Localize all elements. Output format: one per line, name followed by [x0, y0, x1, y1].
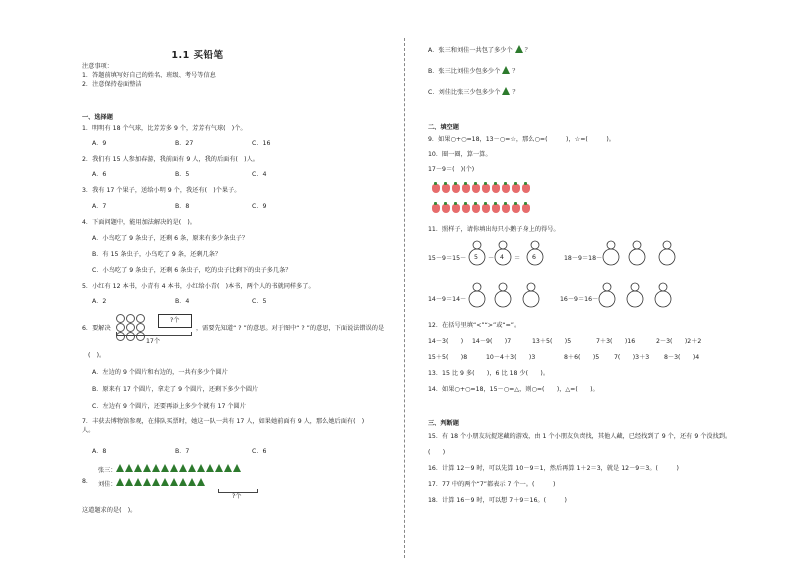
q7-option-c: C．6: [252, 448, 267, 455]
q11a-n1: 5: [474, 254, 478, 261]
strawberry-icon: [502, 204, 510, 213]
circle-icon: [136, 314, 145, 323]
strawberry-icon: [432, 184, 440, 193]
q18-text: 18．计算 16－9 时，可以想 7＋9＝16。( ): [428, 497, 567, 504]
q2-text: 2．我们有 15 人参加春游，我前面有 9 人，我的后面有( )人。: [82, 156, 259, 163]
zongzi-icon: [206, 464, 214, 472]
zongzi-icon: [143, 478, 151, 486]
goose-icon: [598, 282, 616, 308]
q11d-eq: 16－9＝16－: [560, 296, 599, 303]
strawberry-icon: [472, 204, 480, 213]
q3-option-b: B．8: [175, 203, 190, 210]
q11-text: 11．照样子，请你填出每只小鹅子身上的得号。: [428, 226, 560, 233]
zongzi-icon: [179, 464, 187, 472]
q8-zhang-label: 张三：: [98, 467, 117, 474]
goose-icon: [526, 240, 544, 266]
strawberry-icon: [522, 204, 530, 213]
q12-r1-4: 7＋3( )16: [596, 338, 636, 345]
q11a-n3: 6: [532, 254, 536, 261]
circle-icon: [116, 314, 125, 323]
zongzi-icon: [134, 464, 142, 472]
goose-icon: [494, 240, 512, 266]
zongzi-icon: [188, 464, 196, 472]
q3-text: 3．我有 17 个果子，送给小明 9 个，我还有( )个果子。: [82, 187, 241, 194]
zongzi-icon: [170, 464, 178, 472]
zongzi-icon: [125, 478, 133, 486]
q17-text: 17．77 中的两个“7”都表示 7 个一。( ): [428, 481, 556, 488]
q8-option-a: A．张三和刘佳一共包了多少个 ？: [428, 47, 531, 54]
q7-text-cont: 人。: [82, 427, 95, 434]
goose-icon: [628, 240, 646, 266]
q6-box-label: ?个: [170, 317, 180, 324]
q11b-eq: 18－9＝18－: [564, 255, 603, 262]
goose-icon: [494, 282, 512, 308]
q8-question: ?个: [232, 493, 242, 500]
q5-option-b: B．4: [175, 298, 190, 305]
goose-icon: [658, 240, 676, 266]
goose-icon: [602, 240, 620, 266]
q7-option-a: A．8: [92, 448, 107, 455]
q11a-eq: 15－9＝15－: [428, 255, 467, 262]
circle-icon: [126, 323, 135, 332]
zongzi-icon: [134, 478, 142, 486]
q1-option-c: C．16: [252, 140, 271, 147]
q1-option-b: B．27: [175, 140, 194, 147]
strawberry-icon: [442, 184, 450, 193]
strawberry-icon: [512, 184, 520, 193]
notice-item-2: 2．注意保持卷面整洁: [82, 81, 142, 88]
q2-option-a: A．6: [92, 171, 107, 178]
strawberry-icon: [492, 204, 500, 213]
q7-text: 7．丰获去博物馆参观，在排队买票时，她这一队一共有 17 人，如果她前面有 9 人，那么她后面有( ): [82, 418, 365, 425]
zongzi-icon: [161, 464, 169, 472]
q4-option-c: C．小鸟吃了 9 条虫子，还剩 6 条虫子，吃的虫子比剩下的虫子多几条？: [92, 267, 292, 274]
section-1-heading: 一、选择题: [82, 114, 113, 121]
q13-text: 13．15 比 9 多( )，6 比 18 少( )。: [428, 370, 550, 377]
q2-option-b: B．5: [175, 171, 190, 178]
zongzi-icon: [179, 478, 187, 486]
q12-r1-5: 2－3( )2＋2: [656, 338, 702, 345]
zongzi-icon: [502, 66, 510, 74]
q6-option-c: C．左边有 9 个圆片，还要再添上多少个就有 17 个圆片: [92, 403, 246, 410]
column-divider: [404, 38, 405, 558]
strawberry-icon: [472, 184, 480, 193]
q6-option-a: A．左边的 9 个圆片和右边的，一共有多少个圆片: [92, 369, 228, 376]
zongzi-icon: [515, 45, 523, 53]
zongzi-icon: [152, 464, 160, 472]
notice-item-1: 1．答题前填写好自己的姓名、班级、考号等信息: [82, 72, 216, 79]
q10-row-2: [432, 204, 532, 213]
zongzi-icon: [170, 478, 178, 486]
goose-icon: [522, 282, 540, 308]
q12-r2-2: 10－4＋3( )3: [486, 354, 536, 361]
q4-option-a: A．小鸟吃了 9 条虫子，还剩 6 条，原来有多少条虫子？: [92, 235, 249, 242]
strawberry-icon: [462, 204, 470, 213]
q8-ask: 这道题求的是( )。: [82, 507, 137, 514]
q6-count: 17个: [146, 338, 161, 345]
minus-sign: －: [488, 255, 495, 262]
goose-icon: [468, 240, 486, 266]
strawberry-icon: [432, 204, 440, 213]
q8-option-c: C．刘佳比张三少包多少个 ？: [428, 89, 519, 96]
q10-text: 10．圈一圈，算一算。: [428, 151, 492, 158]
q7-option-b: B．7: [175, 448, 190, 455]
zongzi-icon: [197, 464, 205, 472]
q15-text: 15．有 18 个小朋友玩捉迷藏的游戏，由 1 个小朋友负责找，其他人藏，已经找到了 9 个，还有 9 个没找到。: [428, 433, 732, 440]
strawberry-icon: [452, 204, 460, 213]
q4-text: 4．下面问题中，能用加法解决的是( )。: [82, 219, 196, 226]
q8-liu-row: [116, 478, 206, 486]
strawberry-icon: [452, 184, 460, 193]
q12-r2-5: 8－3( )4: [664, 354, 700, 361]
equals-sign: ＝: [514, 255, 521, 262]
zongzi-icon: [224, 464, 232, 472]
notice-heading: 注意事项：: [82, 63, 113, 70]
q3-option-c: C．9: [252, 203, 267, 210]
strawberry-icon: [512, 204, 520, 213]
q1-option-a: A．9: [92, 140, 107, 147]
zongzi-icon: [152, 478, 160, 486]
goose-icon: [654, 282, 672, 308]
q11a-n2: 4: [500, 254, 504, 261]
q16-text: 16．计算 12－9 时，可以先算 10－9＝1，然后再算 1＋2＝3，就是 12－9＝3。( ): [428, 465, 679, 472]
circle-icon: [116, 323, 125, 332]
q12-r2-1: 15＋5( )8: [428, 354, 468, 361]
q10-row-1: [432, 184, 532, 193]
strawberry-icon: [492, 184, 500, 193]
zongzi-icon: [116, 464, 124, 472]
q12-r1-2: 14－9( )7: [472, 338, 512, 345]
zongzi-icon: [125, 464, 133, 472]
q10-equation: 17－9＝( )(个): [428, 166, 475, 173]
zongzi-icon: [233, 464, 241, 472]
q1-text: 1．明明有 18 个气球，比芳芳多 9 个，芳芳有气球( )个。: [82, 125, 247, 132]
circle-icon: [126, 314, 135, 323]
q15-paren: ( ): [428, 449, 446, 456]
zongzi-icon: [188, 478, 196, 486]
q12-r1-3: 13＋5( )5: [532, 338, 572, 345]
q6-post: ，需要先知道“ ? ”的意思。对于图中“ ? ”的意思，下面说法错误的是: [196, 325, 385, 332]
q8-prefix: 8．: [82, 478, 93, 485]
strawberry-icon: [462, 184, 470, 193]
q11c-eq: 14－9＝14－: [428, 296, 467, 303]
strawberry-icon: [502, 184, 510, 193]
zongzi-icon: [161, 478, 169, 486]
goose-icon: [626, 282, 644, 308]
q8-option-b: B．张三比刘佳少包多少个 ？: [428, 68, 519, 75]
strawberry-icon: [482, 184, 490, 193]
q8-zhang-row: [116, 464, 242, 472]
strawberry-icon: [522, 184, 530, 193]
strawberry-icon: [482, 204, 490, 213]
strawberry-icon: [442, 204, 450, 213]
q6-circles: [116, 314, 154, 341]
q12-r2-4: 7( )3＋3: [614, 354, 650, 361]
zongzi-icon: [197, 478, 205, 486]
goose-icon: [468, 282, 486, 308]
section-3-heading: 三、判断题: [428, 420, 459, 427]
section-2-heading: 二、填空题: [428, 124, 459, 131]
zongzi-icon: [502, 87, 510, 95]
q5-text: 5．小红有 12 本书，小青有 4 本书，小红给小青( )本书，两个人的书就同样多了。: [82, 283, 315, 290]
q14-text: 14．如果○+○=18，15－○=△，则○=( )，△=( )。: [428, 386, 599, 393]
q6-pre: 6．要解决: [82, 325, 111, 332]
q12-text: 12．在括号里填“<”“>”或“=”。: [428, 322, 521, 329]
q5-option-c: C．5: [252, 298, 267, 305]
q9-text: 9．如果○+○=18，13－○=☆，那么○=( )，☆=( )。: [428, 136, 615, 143]
zongzi-icon: [143, 464, 151, 472]
q12-r1-1: 14－3( ): [428, 338, 464, 345]
page-title: 1.1 买铅笔: [171, 50, 224, 61]
q8-liu-label: 刘佳：: [98, 481, 117, 488]
zongzi-icon: [116, 478, 124, 486]
q3-option-a: A．7: [92, 203, 107, 210]
q6-option-b: B．原来有 17 个圆片，拿走了 9 个圆片，还剩下多少个圆片: [92, 386, 259, 393]
circle-icon: [136, 323, 145, 332]
q12-r2-3: 8＋6( )5: [564, 354, 600, 361]
q4-option-b: B．有 15 条虫子，小鸟吃了 9 条，还剩几条？: [92, 251, 222, 258]
q6-paren: ( )。: [88, 352, 106, 359]
zongzi-icon: [215, 464, 223, 472]
q2-option-c: C．4: [252, 171, 267, 178]
q5-option-a: A．2: [92, 298, 107, 305]
q6-brace: [116, 332, 192, 336]
